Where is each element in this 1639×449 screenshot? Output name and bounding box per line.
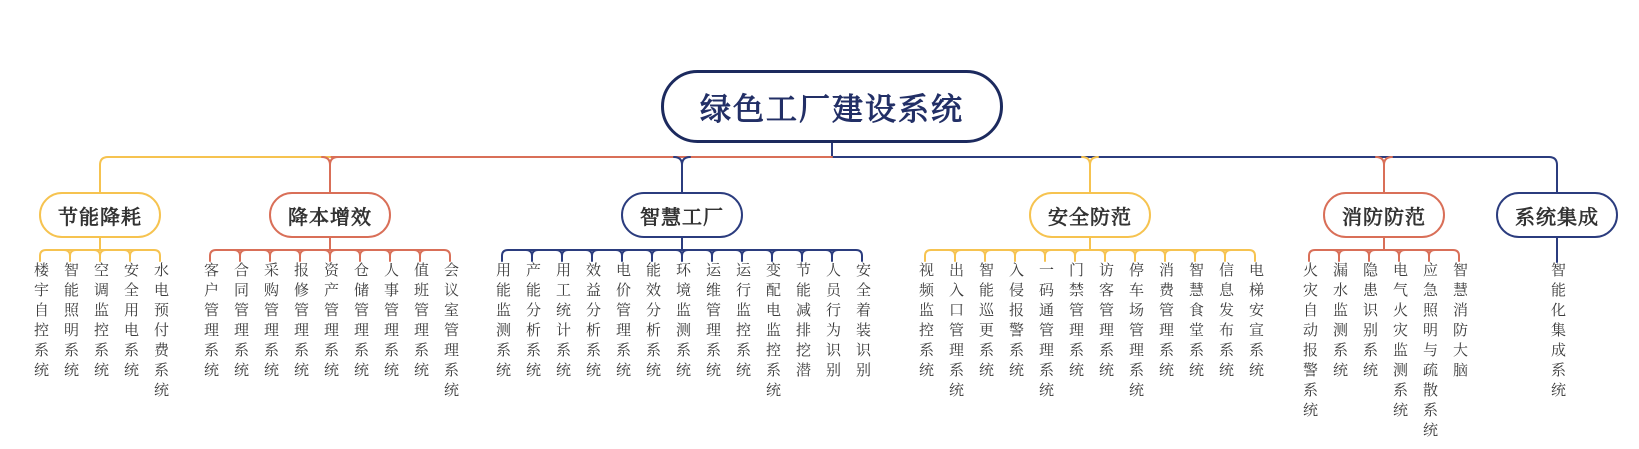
branch-label: 系统集成 bbox=[1515, 206, 1599, 229]
root-title: 绿色工厂建设系统 bbox=[700, 92, 964, 127]
leaf-node: 效益分析系统 bbox=[584, 262, 601, 382]
leaf-node: 安全用电系统 bbox=[122, 262, 139, 382]
branch-label: 安全防范 bbox=[1048, 206, 1132, 229]
leaf-row bbox=[1284, 262, 1484, 442]
leaf-node: 运行监控系统 bbox=[734, 262, 751, 382]
root-node bbox=[661, 70, 1003, 143]
leaf-node: 节能减排挖潜 bbox=[794, 262, 811, 382]
leaf-node: 视频监控系统 bbox=[917, 262, 934, 382]
leaf-node: 环境监测系统 bbox=[674, 262, 691, 382]
leaf-node: 停车场管理系统 bbox=[1127, 262, 1144, 402]
leaf-node: 电价管理系统 bbox=[614, 262, 631, 382]
leaf-node: 安全着装识别 bbox=[854, 262, 871, 382]
leaf-node: 报修管理系统 bbox=[292, 262, 309, 382]
leaf-node: 人事管理系统 bbox=[382, 262, 399, 382]
branch-group-system-integration bbox=[1502, 192, 1612, 449]
leaf-node: 用工统计系统 bbox=[554, 262, 571, 382]
leaf-node: 采购管理系统 bbox=[262, 262, 279, 382]
branch-group-smart-factory bbox=[477, 192, 887, 449]
leaf-row bbox=[185, 262, 475, 402]
leaf-node: 访客管理系统 bbox=[1097, 262, 1114, 382]
leaf-node: 电梯安宣系统 bbox=[1247, 262, 1264, 382]
branch-label: 智慧工厂 bbox=[640, 206, 724, 229]
branch-group-security bbox=[900, 192, 1280, 449]
leaf-node: 应急照明与疏散系统 bbox=[1421, 262, 1438, 442]
branch-label: 消防防范 bbox=[1342, 206, 1426, 229]
leaf-node: 出入口管理系统 bbox=[947, 262, 964, 402]
leaf-row bbox=[477, 262, 887, 402]
leaf-node: 客户管理系统 bbox=[202, 262, 219, 382]
leaf-node: 合同管理系统 bbox=[232, 262, 249, 382]
branch-node-cost-reduction bbox=[269, 192, 391, 238]
leaf-node: 智能巡更系统 bbox=[977, 262, 994, 382]
leaf-node: 运维管理系统 bbox=[704, 262, 721, 382]
branch-node-smart-factory bbox=[621, 192, 743, 238]
leaf-node: 水电预付费系统 bbox=[152, 262, 169, 402]
leaf-node: 会议室管理系统 bbox=[442, 262, 459, 402]
leaf-node: 用能监测系统 bbox=[494, 262, 511, 382]
leaf-node: 空调监控系统 bbox=[92, 262, 109, 382]
leaf-row bbox=[900, 262, 1280, 402]
leaf-node: 人员行为识别 bbox=[824, 262, 841, 382]
leaf-node: 隐患识别系统 bbox=[1361, 262, 1378, 382]
leaf-node: 值班管理系统 bbox=[412, 262, 429, 382]
branch-group-fire-prevention bbox=[1284, 192, 1484, 449]
leaf-node: 仓储管理系统 bbox=[352, 262, 369, 382]
leaf-node: 智能照明系统 bbox=[62, 262, 79, 382]
leaf-node: 智能化集成系统 bbox=[1549, 262, 1566, 402]
branch-node-energy-saving bbox=[39, 192, 161, 238]
leaf-node: 资产管理系统 bbox=[322, 262, 339, 382]
leaf-node: 漏水监测系统 bbox=[1331, 262, 1348, 382]
branch-node-system-integration bbox=[1496, 192, 1618, 238]
leaf-node: 能效分析系统 bbox=[644, 262, 661, 382]
leaf-node: 一码通管理系统 bbox=[1037, 262, 1054, 402]
branch-label: 节能降耗 bbox=[58, 206, 142, 229]
leaf-node: 电气火灾监测系统 bbox=[1391, 262, 1408, 422]
leaf-node: 智慧食堂系统 bbox=[1187, 262, 1204, 382]
leaf-node: 信息发布系统 bbox=[1217, 262, 1234, 382]
branch-label: 降本增效 bbox=[288, 206, 372, 229]
leaf-node: 智慧消防大脑 bbox=[1451, 262, 1468, 382]
leaf-node: 消费管理系统 bbox=[1157, 262, 1174, 382]
leaf-node: 变配电监控系统 bbox=[764, 262, 781, 402]
leaf-node: 楼宇自控系统 bbox=[32, 262, 49, 382]
leaf-row bbox=[15, 262, 185, 402]
branch-group-cost-reduction bbox=[185, 192, 475, 449]
leaf-node: 入侵报警系统 bbox=[1007, 262, 1024, 382]
leaf-row bbox=[1502, 262, 1612, 402]
branch-node-fire-prevention bbox=[1323, 192, 1445, 238]
branch-group-energy-saving bbox=[15, 192, 185, 449]
leaf-node: 门禁管理系统 bbox=[1067, 262, 1084, 382]
branch-node-security bbox=[1029, 192, 1151, 238]
leaf-node: 火灾自动报警系统 bbox=[1301, 262, 1318, 422]
leaf-node: 产能分析系统 bbox=[524, 262, 541, 382]
